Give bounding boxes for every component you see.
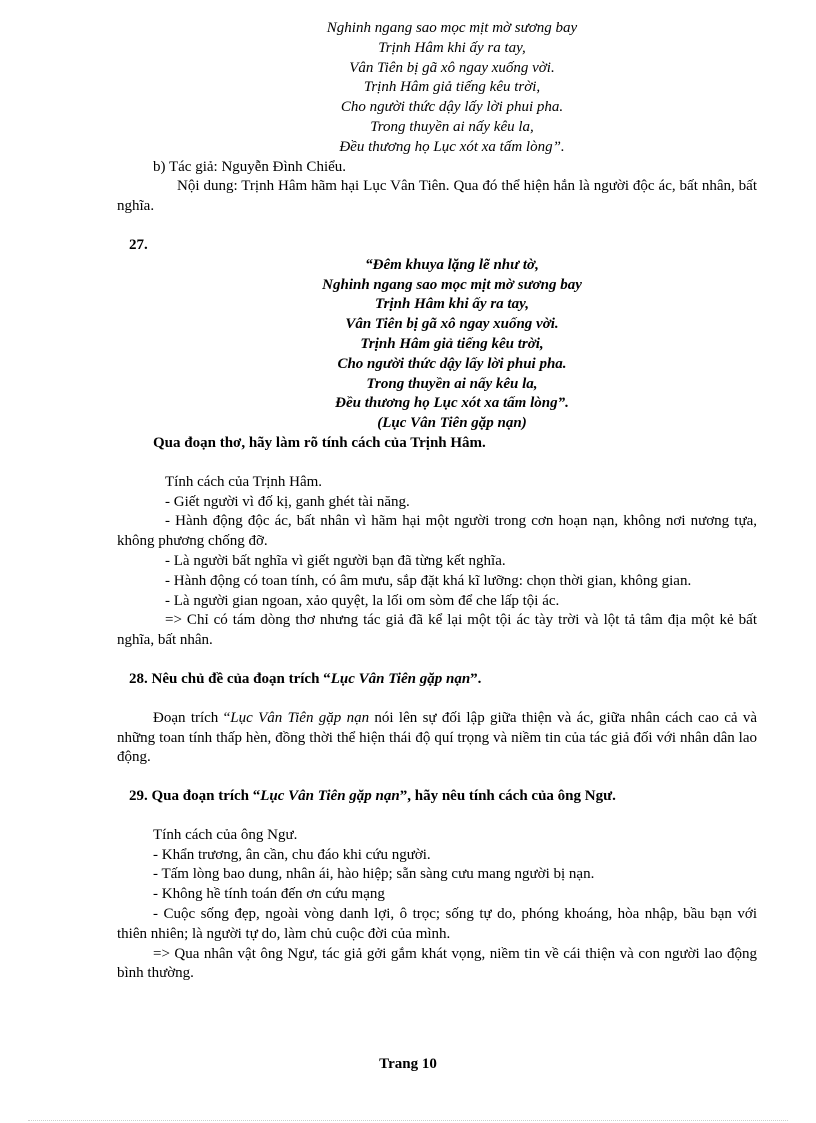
answer-27-item: - Là người bất nghĩa vì giết người bạn đã từng kết nghĩa. [165,552,506,569]
poem-line: Trịnh Hâm giả tiếng kêu trời, [363,79,541,96]
page-content [117,19,757,984]
answer-29-item: - Khẩn trương, ân cần, chu đáo khi cứu người. [153,846,431,863]
page-number: Trang 10 [379,1056,437,1072]
spacer [117,807,757,826]
question-27-number: 27. [129,236,148,253]
poem-line: Vân Tiên bị gã xô ngay xuống vời. [345,316,559,333]
poem-line: Cho người thức dậy lấy lời phui pha. [337,355,567,372]
answer-27-item: - Hành động độc ác, bất nhân vì hãm hại một người trong cơn hoạn nạn, không nơi nương tựa, không phương chống đỡ. [117,513,757,550]
poem-excerpt-top [117,19,757,158]
poem-excerpt-q27 [117,256,757,434]
poem-line: Trịnh Hâm khi ấy ra tay, [375,296,529,313]
answer-27-conclusion: => Chỉ có tám dòng thơ nhưng tác giả đã kể lại một tội ác tày trời và lột tả tâm địa một kẻ bất nghĩa, bất nhân. [117,612,757,649]
question-28-heading [117,670,757,690]
answer-27-intro: Tính cách của Trịnh Hâm. [165,473,323,490]
answer-29-item: - Tấm lòng bao dung, nhân ái, hào hiệp; sẵn sàng cưu mang người bị nạn. [153,866,595,883]
poem-line: Nghinh ngang sao mọc mịt mờ sương bay [326,20,578,36]
answer-27-item: - Hành động có toan tính, có âm mưu, sắp đặt khá kĩ lưỡng: chọn thời gian, không gian. [165,572,692,589]
answer-29-conclusion: => Qua nhân vật ông Ngư, tác giả gởi gắm khát vọng, niềm tin về cái thiện và con người lao động bình thường. [117,945,757,982]
answer-27-item: - Là người gian ngoan, xảo quyệt, la lối om sòm để che lấp tội ác. [165,592,560,609]
poem-line: Trịnh Hâm giả tiếng kêu trời, [360,335,544,352]
question-28-title: Lục Vân Tiên gặp nạn [330,670,471,687]
question-29-prefix: 29. Qua đoạn trích “ [129,788,261,805]
poem-line: Nghinh ngang sao mọc mịt mờ sương bay [322,276,582,293]
answer-29-item: - Cuộc sống đẹp, ngoài vòng danh lợi, ô trọc; sống tự do, phóng khoáng, hòa nhập, bầu bạn với thiên nhiên; là người tự do, làm chủ cuộc đời của mình. [117,906,757,942]
question-28-prefix: 28. Nêu chủ đề của đoạn trích “ [129,670,331,687]
answer-29-intro: Tính cách của ông Ngư. [153,826,298,843]
poem-source: (Lục Vân Tiên gặp nạn) [377,415,527,432]
poem-line: Đều thương họ Lục xót xa tấm lòng”. [339,138,565,155]
spacer [117,454,757,473]
question-29-title: Lục Vân Tiên gặp nạn [260,788,400,805]
question-29-suffix: ”, hãy nêu tính cách của ông Ngư. [399,788,616,805]
poem-line: Trong thuyền ai nấy kêu la, [366,375,538,392]
spacer [117,768,757,787]
question-29-heading [117,787,757,807]
answer-28-text [117,709,757,768]
poem-line: Trong thuyền ai nấy kêu la, [370,118,534,135]
answer-27-item: - Giết người vì đố kị, ganh ghét tài năng. [165,493,410,510]
answer-b-author: b) Tác giả: Nguyễn Đình Chiểu. [153,158,347,175]
spacer [117,690,757,709]
page-bottom-divider [28,1120,788,1121]
poem-line: Đều thương họ Lục xót xa tấm lòng”. [335,395,569,412]
answer-29-item: - Không hề tính toán đến ơn cứu mạng [153,886,385,903]
answer-28-rest: nói lên sự đối lập giữa thiện và ác, giữa nhân cách cao cả và những toan tính thấp hèn, đồng thời thể hiện thái độ quí trọng và niềm tin của tác giả đối với nhân dân lao động. [117,709,757,766]
answer-28-prefix: Đoạn trích “ [153,709,231,726]
poem-line: Vân Tiên bị gã xô ngay xuống vời. [349,59,555,76]
poem-line: Cho người thức dậy lấy lời phui pha. [340,99,564,116]
poem-line: “Đêm khuya lặng lẽ như tờ, [365,256,539,273]
question-28-suffix: ”. [470,670,482,687]
answer-28-title: Lục Vân Tiên gặp nạn [230,709,370,726]
spacer [117,217,757,236]
answer-b-content: Nội dung: Trịnh Hâm hãm hại Lục Vân Tiên. Qua đó thể hiện hắn là người độc ác, bất nhân, bất nghĩa. [117,178,757,215]
poem-line: Trịnh Hâm khi ấy ra tay, [378,39,526,56]
spacer [117,651,757,670]
question-27-text: Qua đoạn thơ, hãy làm rõ tính cách của Trịnh Hâm. [153,434,486,451]
